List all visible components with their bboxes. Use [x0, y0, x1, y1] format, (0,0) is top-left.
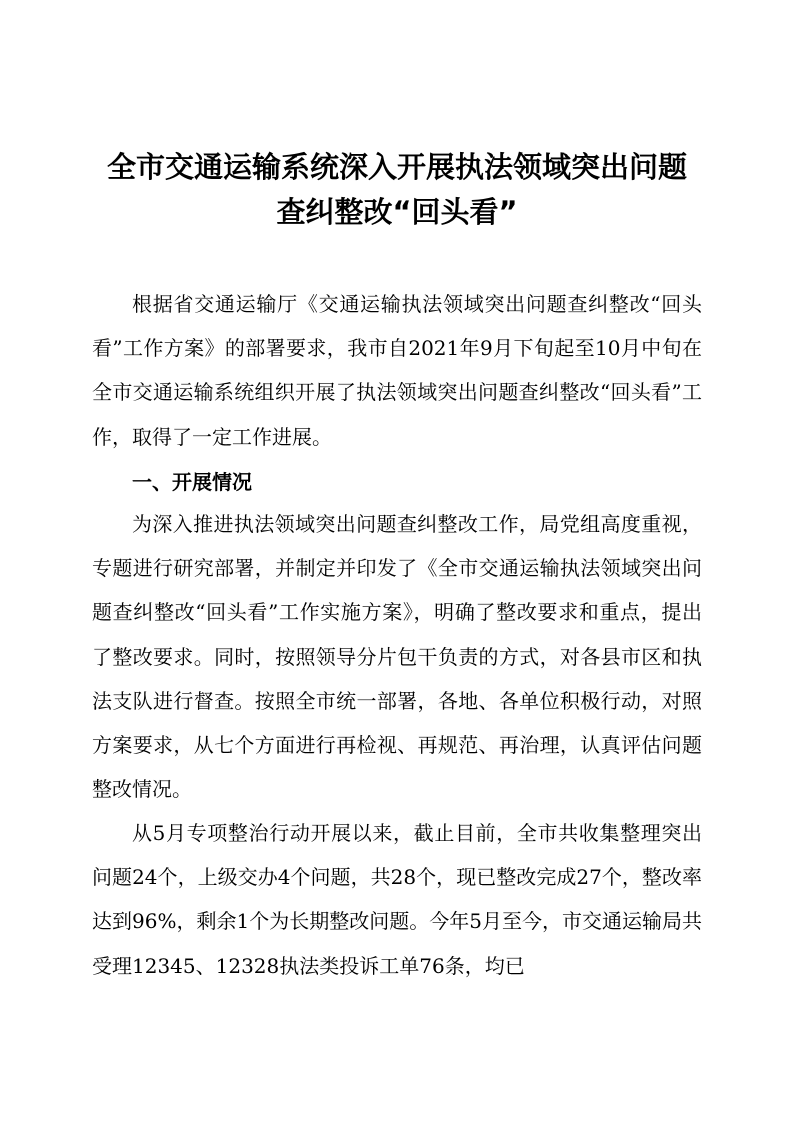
body-paragraph-1: 为深入推进执法领域突出问题查纠整改工作，局党组高度重视，专题进行研究部署，并制定并印发了《全市交通运输执法领域突出问题查纠整改“回头看”工作实施方案》，明确了整改要求和重点，提出了整改要求。同时，按照领导分片包干负责的方式，对各县市区和执法支队进行督查。按照全市统一部署，各地、各单位积极行动，对照方案要求，从七个方面进行再检视、再规范、再治理，认真评估问题整改情况。 [92, 512, 702, 802]
document-title-line-1: 全市交通运输系统深入开展执法领域突出问题 [106, 150, 687, 184]
body-paragraph-2: 从5月专项整治行动开展以来，截止目前，全市共收集整理突出问题24个，上级交办4个问题，共28个，现已整改完成27个，整改率达到96%，剩余1个为长期整改问题。今年5月至今，市交通运输局共受理12345、12328执法类投诉工单76条，均已 [92, 821, 702, 978]
document-title-line-2: 查纠整改“回头看” [276, 195, 518, 229]
section-heading: 一、开展情况 [132, 470, 252, 494]
intro-paragraph: 根据省交通运输厅《交通运输执法领域突出问题查纠整改“回头看”工作方案》的部署要求，我市自2021年9月下旬起至10月中旬在全市交通运输系统组织开展了执法领域突出问题查纠整改“回头看”工作，取得了一定工作进展。 [92, 292, 702, 449]
